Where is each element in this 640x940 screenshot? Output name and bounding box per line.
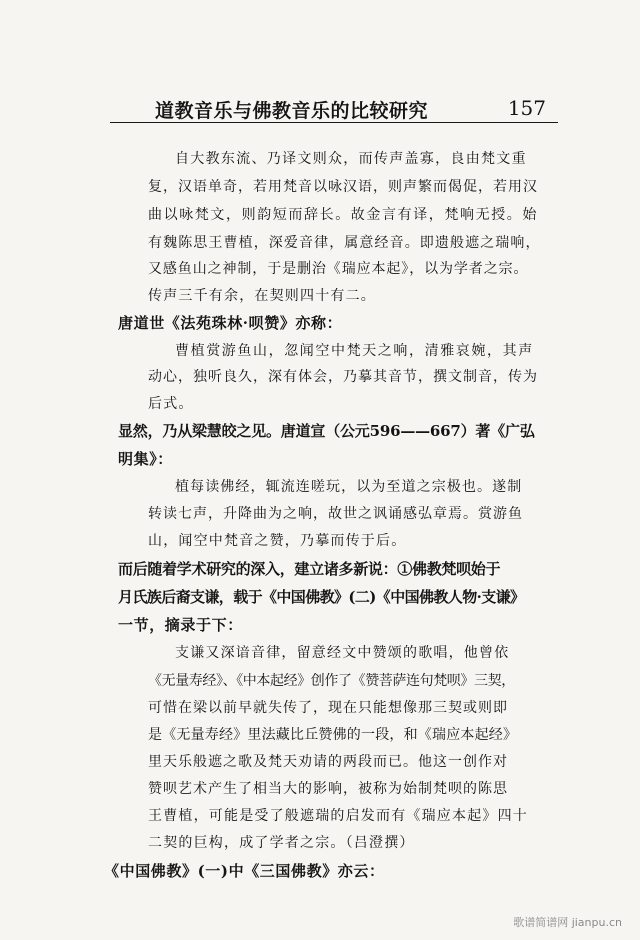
text-line: 后式。 bbox=[148, 396, 194, 412]
text-line: 传声三千有余，在契则四十有二。 bbox=[148, 288, 376, 304]
text-line: 里天乐般遮之歌及梵天劝请的两段而已。他这一创作对 bbox=[148, 754, 508, 770]
text-line: 山，闻空中梵音之赞，乃摹而传于后。 bbox=[148, 533, 407, 549]
text-line: 又感鱼山之神制，于是删治《瑞应本起》，以为学者之宗。 bbox=[148, 261, 529, 277]
text-line: 支谦又深谙音律，留意经文中赞颂的歌唱，他曾依 bbox=[175, 645, 510, 661]
text-line: 复，汉语单奇，若用梵音以咏汉语，则声繁而偈促，若用汉 bbox=[148, 179, 538, 195]
text-line: 王曹植，可能是受了般遮瑞的启发而有《瑞应本起》四十 bbox=[148, 808, 528, 824]
text-line: 显然，乃从梁慧皎之见。唐道宣（公元596——667）著《广弘 bbox=[118, 422, 535, 440]
watermark: 歌谱简谱网 jianpu.cn bbox=[513, 916, 622, 929]
text-line: 明集》： bbox=[118, 450, 173, 468]
running-title: 道教音乐与佛教音乐的比较研究 bbox=[155, 100, 429, 122]
text-line: 曹植赏游鱼山，忽闻空中梵天之响，清雅哀婉，其声 bbox=[175, 343, 534, 359]
text-line: 自大教东流、乃译文则众，而传声盖寡，良由梵文重 bbox=[175, 151, 527, 167]
text-line: 可惜在梁以前早就失传了，现在只能想像那三契或则即 bbox=[148, 700, 508, 716]
text-line: 《中国佛教》(一)中《三国佛教》亦云： bbox=[104, 862, 385, 880]
text-line: 转读七声，升降曲为之响，故世之讽诵感弘章焉。赏游鱼 bbox=[148, 506, 523, 522]
text-line: 而后随着学术研究的深入，建立诸多新说：①佛教梵呗始于 bbox=[118, 560, 501, 578]
text-line: 赞呗艺术产生了相当大的影响，被称为始制梵呗的陈思 bbox=[148, 781, 508, 797]
page-header bbox=[110, 92, 558, 122]
text-line: 二契的巨构，成了学者之宗。（吕澄撰） bbox=[148, 835, 415, 851]
text-line: 唐道世《法苑珠林·呗赞》亦称： bbox=[118, 314, 343, 332]
text-line: 曲以咏梵文，则韵短而辞长。故金言有译，梵响无授。始 bbox=[148, 207, 538, 223]
text-line: 一节，摘录于下： bbox=[118, 616, 243, 634]
text-line: 有魏陈思王曹植，深爱音律，属意经音。即遗般遮之瑞响， bbox=[148, 235, 541, 251]
header-rule bbox=[110, 122, 558, 123]
text-line: 《无量寿经》、《中本起经》创作了《赞菩萨连句梵呗》三契， bbox=[148, 673, 515, 689]
text-line: 植每读佛经，辄流连嗟玩，以为至道之宗极也。遂制 bbox=[175, 479, 523, 495]
text-line: 是《无量寿经》里法藏比丘赞佛的一段，和《瑞应本起经》 bbox=[148, 727, 518, 743]
text-line: 月氏族后裔支谦，载于《中国佛教》(二)《中国佛教人物·支谦》 bbox=[118, 588, 525, 606]
text-line: 动心，独听良久，深有体会，乃摹其音节，撰文制音，传为 bbox=[148, 369, 538, 385]
page-number: 157 bbox=[507, 96, 546, 120]
